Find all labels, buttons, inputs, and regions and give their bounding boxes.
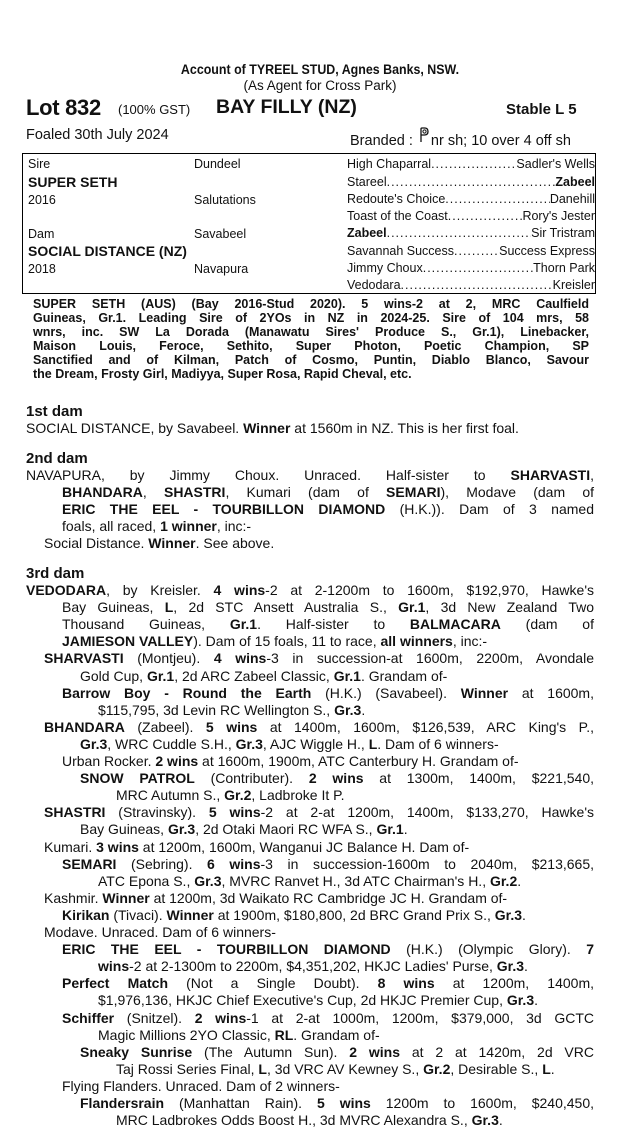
sire-summary-line: the Dream, Frosty Girl, Madiyya, Super Rosa, Rapid Cheval, etc. bbox=[33, 367, 412, 381]
lot-number: Lot 832 bbox=[26, 95, 101, 120]
third-dam-line: Bay Guineas, Gr.3, 2d Otaki Maori RC WFA S., Gr.1. bbox=[80, 821, 408, 838]
second-dam-line: BHANDARA, SHASTRI, Kumari (dam of SEMARI), Modave (dam of bbox=[62, 484, 594, 500]
foaled-date: Foaled 30th July 2024 bbox=[26, 127, 169, 143]
third-dam-line: Schiffer (Snitzel). 2 wins-1 at 2-at 1000m, 1200m, $379,000, 3d GCTC bbox=[62, 1009, 595, 1026]
third-dam-line: MRC Autumn S., Gr.2, Ladbroke It P. bbox=[116, 787, 345, 804]
third-dam-line: wins-2 at 2-1300m to 2200m, $4,351,202, HKJC Ladies' Purse, Gr.3. bbox=[98, 958, 528, 975]
sire-summary-line: Sanctified and of Kilman, Patch of Cosmo, Puntin, Diablo Blanco, Savour bbox=[33, 353, 589, 367]
branded-label: Branded : bbox=[350, 133, 413, 149]
third-dam-line: JAMIESON VALLEY). Dam of 15 foals, 11 to race, all winners, inc:- bbox=[62, 633, 488, 650]
third-dam-line: ERIC THE EEL - TOURBILLON DIAMOND (H.K.) (Olympic Glory). 7 bbox=[62, 941, 594, 958]
third-dam-line: Kumari. 3 wins at 1200m, 1600m, Wanganui JC Balance H. Dam of- bbox=[44, 838, 470, 855]
sire-summary-line: SUPER SETH (AUS) (Bay 2016-Stud 2020). 5 wins-2 at 2, MRC Caulfield bbox=[33, 297, 589, 311]
pedigree-gen3-8: Vedodara ..... Kreisler bbox=[347, 277, 595, 294]
third-dam-line: VEDODARA, by Kreisler. 4 wins-2 at 2-1200m to 1600m, $192,970, Hawke's bbox=[26, 582, 594, 598]
third-dam-line: MRC Ladbrokes Odds Boost H., 3d MVRC Alexandra S., Gr.3. bbox=[116, 1112, 503, 1129]
third-dam-line: Modave. Unraced. Dam of 6 winners- bbox=[44, 924, 276, 940]
first-dam-text: SOCIAL DISTANCE, by Savabeel. Winner at 1560m in NZ. This is her first foal. bbox=[26, 420, 519, 436]
sire-name: SUPER SETH bbox=[28, 174, 118, 190]
second-dam-line: foals, all raced, 1 winner, inc:- bbox=[62, 518, 252, 534]
stable-number: Stable L 5 bbox=[506, 101, 577, 118]
third-dam-line: Flandersrain (Manhattan Rain). 5 wins 1200m to 1600m, $240,450, bbox=[80, 1095, 594, 1111]
third-dam-line: Barrow Boy - Round the Earth (H.K.) (Savabeel). Winner at 1600m, bbox=[62, 684, 594, 701]
first-dam-heading: 1st dam bbox=[26, 403, 83, 420]
third-dam-line: SEMARI (Sebring). 6 wins-3 in succession-1600m to 2040m, $213,665, bbox=[62, 855, 595, 872]
third-dam-line: SNOW PATROL (Contributer). 2 wins at 1300m, 1400m, $221,540, bbox=[80, 770, 594, 787]
sire-summary bbox=[33, 297, 589, 381]
third-dam-line: SHARVASTI (Montjeu). 4 wins-3 in succession-at 1600m, 2200m, Avondale bbox=[44, 650, 594, 667]
third-dam-line: Bay Guineas, L, 2d STC Ansett Australia S., Gr.1, 3d New Zealand Two bbox=[62, 599, 595, 616]
agent-line: (As Agent for Cross Park) bbox=[243, 78, 397, 93]
third-dam-line: ATC Epona S., Gr.3, MVRC Ranvet H., 3d ATC Chairman's H., Gr.2. bbox=[98, 872, 522, 889]
third-dam-line: Taj Rossi Series Final, L, 3d VRC AV Kewney S., Gr.2, Desirable S., L. bbox=[116, 1060, 555, 1077]
third-dam-line: Thousand Guineas, Gr.1. Half-sister to BALMACARA (dam of bbox=[62, 616, 594, 633]
third-dam-line: Flying Flanders. Unraced. Dam of 2 winners- bbox=[62, 1077, 340, 1094]
dam-label: Dam bbox=[28, 227, 55, 241]
sire-summary-line: wnrs, inc. SW La Dorada (Manawatu Sires' Produce S., Gr.1), Linebacker, bbox=[33, 325, 589, 339]
second-dam-line: NAVAPURA, by Jimmy Choux. Unraced. Half-sister to SHARVASTI, bbox=[26, 467, 594, 483]
brand-info bbox=[350, 127, 571, 149]
third-dam-line: SHASTRI (Stravinsky). 5 wins-2 at 2-at 1200m, 1400m, $133,270, Hawke's bbox=[44, 804, 594, 821]
pedigree-gen3-7: Jimmy Choux ..... Thorn Park bbox=[347, 260, 595, 277]
sire-dam: Salutations bbox=[194, 193, 256, 207]
third-dam-line: Sneaky Sunrise (The Autumn Sun). 2 wins at 2 at 1420m, 2d VRC bbox=[80, 1043, 594, 1060]
third-dam-line: Gold Cup, Gr.1, 2d ARC Zabeel Classic, Gr.1. Grandam of- bbox=[80, 667, 448, 684]
lot-title: BAY FILLY (NZ) bbox=[216, 96, 357, 118]
pedigree-table bbox=[22, 153, 596, 294]
pedigree-gen3-6: Savannah Success ..... Success Express bbox=[347, 243, 595, 260]
sire-year: 2016 bbox=[28, 193, 56, 207]
third-dam-line: Magic Millions 2YO Classic, RL. Grandam of- bbox=[98, 1026, 380, 1043]
dam-dam: Navapura bbox=[194, 262, 249, 276]
pedigree-gen3-5: Zabeel ..... Sir Tristram bbox=[347, 225, 595, 242]
third-dam-line: $115,795, 3d Levin RC Wellington S., Gr.3. bbox=[98, 701, 366, 718]
pedigree-gen3-4: Toast of the Coast ..... Rory's Jester bbox=[347, 208, 595, 225]
second-dam-line: Social Distance. Winner. See above. bbox=[44, 535, 275, 551]
dam-year: 2018 bbox=[28, 262, 56, 276]
third-dam-line: Kashmir. Winner at 1200m, 3d Waikato RC Cambridge JC H. Grandam of- bbox=[44, 889, 508, 906]
sire-label: Sire bbox=[28, 157, 51, 171]
brand-icon bbox=[418, 127, 430, 146]
pedigree-gen3-3: Redoute's Choice ..... Danehill bbox=[347, 191, 595, 208]
third-dam-line: Gr.3, WRC Cuddle S.H., Gr.3, AJC Wiggle H., L. Dam of 6 winners- bbox=[80, 735, 499, 752]
vendor-line: Account of TYREEL STUD, Agnes Banks, NSW. bbox=[180, 62, 460, 77]
third-dam-heading: 3rd dam bbox=[26, 565, 85, 582]
third-dam-line: Urban Rocker. 2 wins at 1600m, 1900m, ATC Canterbury H. Grandam of- bbox=[62, 753, 519, 769]
third-dam-line: Perfect Match (Not a Single Doubt). 8 wins at 1200m, 1400m, bbox=[62, 975, 594, 992]
sire-summary-line: Guineas, Gr.1. Leading Sire of 2YOs in NZ in 2024-25. Sire of 104 mrs, 58 bbox=[33, 311, 589, 325]
third-dam-line: BHANDARA (Zabeel). 5 wins at 1400m, 1600m, $126,539, ARC King's P., bbox=[44, 718, 594, 735]
gst-note: (100% GST) bbox=[118, 102, 191, 117]
second-dam-heading: 2nd dam bbox=[26, 450, 88, 467]
second-dam-line: ERIC THE EEL - TOURBILLON DIAMOND (H.K.)). Dam of 3 named bbox=[62, 501, 594, 517]
pedigree-gen3-2: Stareel ..... Zabeel bbox=[347, 174, 595, 191]
sire-sire: Dundeel bbox=[194, 157, 241, 171]
dam-name: SOCIAL DISTANCE (NZ) bbox=[28, 243, 187, 259]
third-dam-line: Kirikan (Tivaci). Winner at 1900m, $180,800, 2d BRC Grand Prix S., Gr.3. bbox=[62, 906, 526, 923]
dam-sire: Savabeel bbox=[194, 227, 247, 241]
brand-description: nr sh; 10 over 4 off sh bbox=[430, 133, 571, 149]
pedigree-gen3-1: High Chaparral ..... Sadler's Wells bbox=[347, 156, 595, 173]
third-dam-line: $1,976,136, HKJC Chief Executive's Cup, 2d HKJC Premier Cup, Gr.3. bbox=[98, 992, 538, 1009]
sire-summary-line: Maison Louis, Feroce, Sethito, Super Photon, Poetic Champion, SP bbox=[33, 339, 589, 353]
